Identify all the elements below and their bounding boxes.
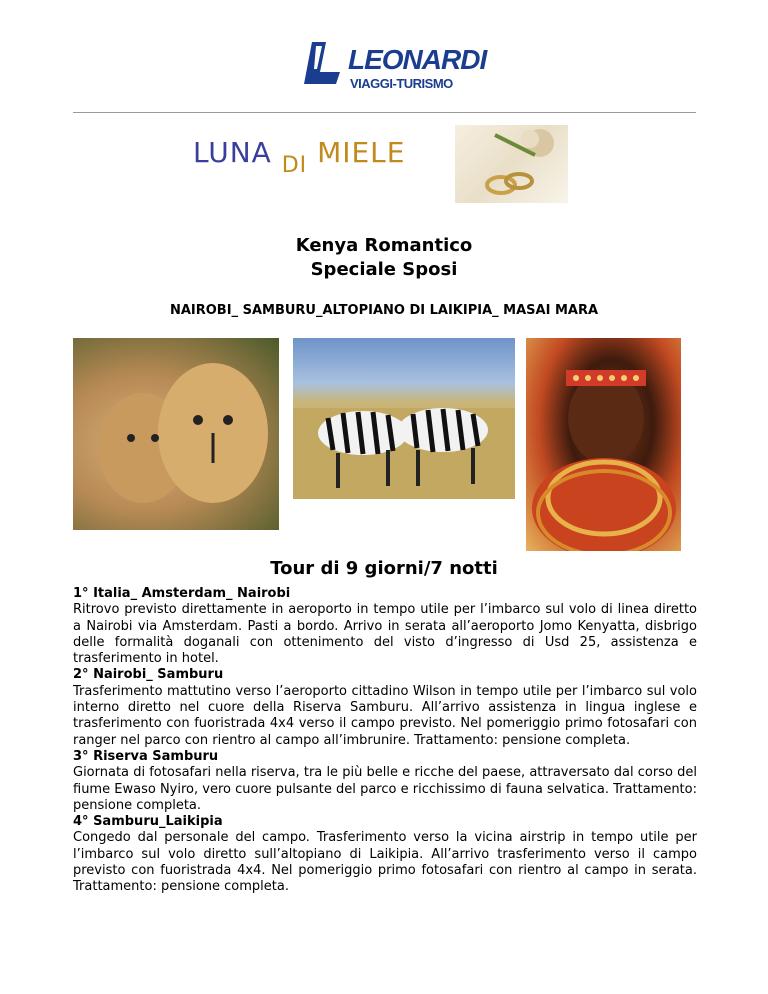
cheetah-photo — [73, 338, 279, 530]
tour-heading: Tour di 9 giorni/7 notti — [270, 558, 498, 579]
leonardi-emblem-icon — [304, 42, 348, 88]
wedding-rings-image — [455, 125, 568, 203]
banner-di: DI — [281, 153, 308, 178]
logo-tagline: VIAGGI-TURISMO — [350, 76, 453, 91]
day-text: Trasferimento mattutino verso l’aeroporto cittadino Wilson in tempo utile per l’imbarco sul volo interno diretto nel cuore della Riserva Samburu. All’arrivo assistenza in lingua inglese e trasferimento con fuoristrada 4x4 verso il campo previsto. Nel pomeriggio primo fotosafari con ranger nel parco con rientro al campo all’imbrunire. Trattamento: pensione completa. — [73, 683, 697, 748]
day-heading: 3° Riserva Samburu — [73, 748, 219, 764]
day-text: Giornata di fotosafari nella riserva, tra le più belle e ricche del paese, attraversato dal corso del fiume Ewaso Nyiro, vero cuore pulsante del parco e ricchissimo di fauna selvatica. Trattamento: pensione completa. — [73, 765, 697, 813]
day-heading: 1° Italia_ Amsterdam_ Nairobi — [73, 586, 291, 601]
day-heading: 2° Nairobi_ Samburu — [73, 667, 224, 683]
page-title: Kenya Romantico — [295, 235, 473, 256]
logo-brand: LEONARDI — [348, 44, 487, 75]
route-heading: NAIROBI_ SAMBURU_ALTOPIANO DI LAIKIPIA_ MASAI MARA — [169, 303, 599, 318]
itinerary — [73, 586, 697, 896]
day-text: Ritrovo previsto direttamente in aeroporto in tempo utile per l’imbarco sul volo di linea diretto a Nairobi via Amsterdam. Pasti a bordo. Arrivo in serata all’aeroporto Jomo Kenyatta, disbrigo delle formalità doganali con ottenimento del visto d’ingresso di Usd 25, assistenza e trasferimento in hotel. — [73, 602, 697, 667]
zebras-photo — [293, 338, 515, 499]
luna-di-miele-banner — [193, 134, 443, 180]
header-divider — [73, 112, 696, 113]
leonardi-logo — [304, 40, 487, 96]
banner-miele: MIELE — [317, 136, 406, 169]
day-text: Congedo dal personale del campo. Trasferimento verso la vicina airstrip in tempo utile per l’imbarco sul volo diretto sull’altopiano di Laikipia. All’arrivo trasferimento verso il campo previsto con fuoristrada 4x4. Nel pomeriggio primo fotosafari con rientro al campo in serata. Trattamento: pensione completa. — [73, 830, 697, 895]
page-subtitle: Speciale Sposi — [310, 259, 458, 280]
samburu-woman-photo — [526, 338, 681, 551]
banner-luna: LUNA — [193, 136, 272, 169]
day-heading: 4° Samburu_Laikipia — [73, 814, 223, 830]
